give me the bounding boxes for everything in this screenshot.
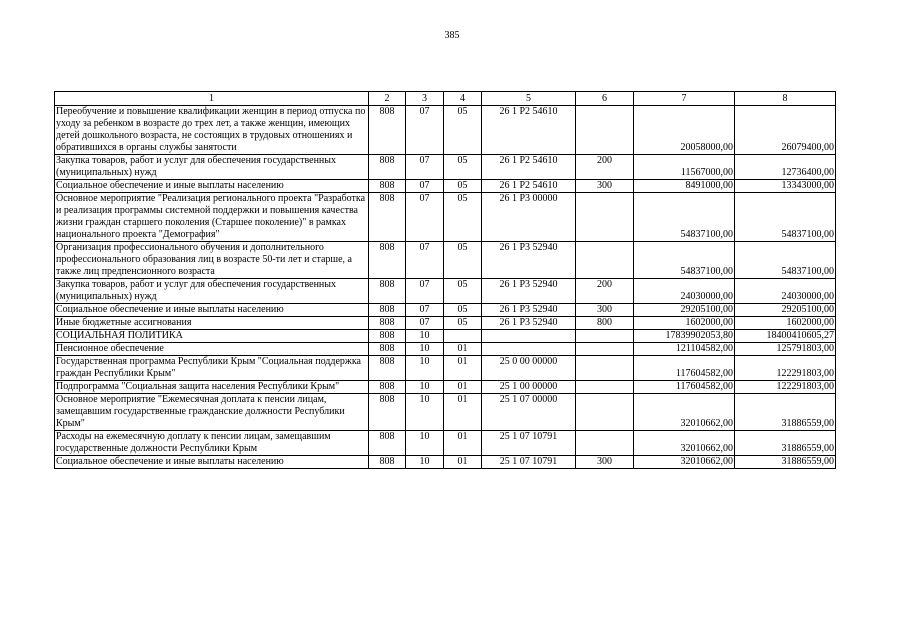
row-target-cell: 26 1 P3 52940 — [482, 242, 576, 279]
row-name-cell: СОЦИАЛЬНАЯ ПОЛИТИКА — [55, 330, 369, 343]
row-code-cell: 808 — [369, 431, 406, 456]
table-row — [55, 356, 836, 381]
row-section-cell: 10 — [406, 456, 444, 469]
row-target-cell: 26 1 P2 54610 — [482, 180, 576, 193]
row-code-cell: 808 — [369, 317, 406, 330]
row-section-cell: 07 — [406, 304, 444, 317]
row-amount-cell: 54837100,00 — [735, 242, 836, 279]
table-body — [55, 92, 836, 469]
row-subsection-cell: 01 — [444, 356, 482, 381]
row-expense-type-cell — [576, 343, 634, 356]
table-row — [55, 279, 836, 304]
row-amount-cell: 20058000,00 — [634, 106, 735, 155]
row-expense-type-cell — [576, 431, 634, 456]
row-amount-cell: 125791803,00 — [735, 343, 836, 356]
row-amount-cell: 8491000,00 — [634, 180, 735, 193]
row-target-cell: 25 1 00 00000 — [482, 381, 576, 394]
row-target-cell: 25 1 07 00000 — [482, 394, 576, 431]
row-subsection-cell: 05 — [444, 242, 482, 279]
row-expense-type-cell: 300 — [576, 180, 634, 193]
row-section-cell: 07 — [406, 279, 444, 304]
table-row — [55, 155, 836, 180]
budget-table — [54, 91, 836, 469]
header-cell: 4 — [444, 92, 482, 106]
row-amount-cell: 13343000,00 — [735, 180, 836, 193]
row-name-cell: Основное мероприятие "Ежемесячная доплата к пенсии лицам, замещавшим государственные гражданские должности Республики Крым" — [55, 394, 369, 431]
row-expense-type-cell: 200 — [576, 155, 634, 180]
row-amount-cell: 31886559,00 — [735, 431, 836, 456]
header-cell: 7 — [634, 92, 735, 106]
row-amount-cell: 32010662,00 — [634, 456, 735, 469]
row-amount-cell: 26079400,00 — [735, 106, 836, 155]
row-expense-type-cell — [576, 242, 634, 279]
row-code-cell: 808 — [369, 106, 406, 155]
row-section-cell: 07 — [406, 193, 444, 242]
row-amount-cell: 54837100,00 — [735, 193, 836, 242]
row-section-cell: 07 — [406, 180, 444, 193]
row-amount-cell: 18400410605,27 — [735, 330, 836, 343]
row-code-cell: 808 — [369, 394, 406, 431]
row-target-cell: 26 1 P3 52940 — [482, 317, 576, 330]
row-name-cell: Иные бюджетные ассигнования — [55, 317, 369, 330]
row-expense-type-cell: 300 — [576, 304, 634, 317]
row-amount-cell: 11567000,00 — [634, 155, 735, 180]
row-subsection-cell: 05 — [444, 106, 482, 155]
row-target-cell: 26 1 P2 54610 — [482, 106, 576, 155]
row-subsection-cell: 05 — [444, 193, 482, 242]
table-row — [55, 317, 836, 330]
table-row — [55, 343, 836, 356]
row-code-cell: 808 — [369, 155, 406, 180]
row-expense-type-cell — [576, 330, 634, 343]
row-section-cell: 10 — [406, 381, 444, 394]
row-section-cell: 07 — [406, 106, 444, 155]
page-number: 385 — [444, 30, 460, 41]
row-expense-type-cell — [576, 394, 634, 431]
row-code-cell: 808 — [369, 356, 406, 381]
row-target-cell — [482, 343, 576, 356]
row-code-cell: 808 — [369, 304, 406, 317]
row-name-cell: Основное мероприятие "Реализация регионального проекта "Разработка и реализация программы системной поддержки и повышения качества жизни граждан старшего поколения (Старшее поколение)" в рамках национального проекта "Демография" — [55, 193, 369, 242]
row-subsection-cell: 01 — [444, 456, 482, 469]
row-expense-type-cell: 200 — [576, 279, 634, 304]
row-name-cell: Расходы на ежемесячную доплату к пенсии лицам, замещавшим государственные должности Республики Крым — [55, 431, 369, 456]
row-section-cell: 10 — [406, 394, 444, 431]
row-amount-cell: 117604582,00 — [634, 381, 735, 394]
row-target-cell: 25 1 07 10791 — [482, 431, 576, 456]
row-amount-cell: 1602000,00 — [735, 317, 836, 330]
row-code-cell: 808 — [369, 456, 406, 469]
header-cell: 1 — [55, 92, 369, 106]
row-expense-type-cell — [576, 193, 634, 242]
row-target-cell — [482, 330, 576, 343]
row-code-cell: 808 — [369, 180, 406, 193]
table-row — [55, 431, 836, 456]
table-row — [55, 330, 836, 343]
table-row — [55, 394, 836, 431]
row-subsection-cell: 05 — [444, 180, 482, 193]
row-name-cell: Социальное обеспечение и иные выплаты населению — [55, 456, 369, 469]
row-subsection-cell: 01 — [444, 343, 482, 356]
row-subsection-cell: 01 — [444, 431, 482, 456]
row-amount-cell: 12736400,00 — [735, 155, 836, 180]
row-expense-type-cell — [576, 356, 634, 381]
row-expense-type-cell: 300 — [576, 456, 634, 469]
row-section-cell: 10 — [406, 343, 444, 356]
row-amount-cell: 1602000,00 — [634, 317, 735, 330]
row-name-cell: Закупка товаров, работ и услуг для обеспечения государственных (муниципальных) нужд — [55, 155, 369, 180]
row-section-cell: 10 — [406, 431, 444, 456]
table-row — [55, 304, 836, 317]
row-subsection-cell: 05 — [444, 317, 482, 330]
row-target-cell: 25 0 00 00000 — [482, 356, 576, 381]
row-amount-cell: 54837100,00 — [634, 242, 735, 279]
table-row — [55, 242, 836, 279]
row-section-cell: 10 — [406, 356, 444, 381]
row-target-cell: 26 1 P3 52940 — [482, 279, 576, 304]
row-section-cell: 07 — [406, 155, 444, 180]
row-name-cell: Пенсионное обеспечение — [55, 343, 369, 356]
row-subsection-cell — [444, 330, 482, 343]
row-name-cell: Социальное обеспечение и иные выплаты населению — [55, 304, 369, 317]
row-code-cell: 808 — [369, 381, 406, 394]
header-cell: 5 — [482, 92, 576, 106]
row-amount-cell: 31886559,00 — [735, 456, 836, 469]
table-header-row — [55, 92, 836, 106]
table-row — [55, 456, 836, 469]
row-name-cell: Социальное обеспечение и иные выплаты населению — [55, 180, 369, 193]
row-subsection-cell: 05 — [444, 279, 482, 304]
row-code-cell: 808 — [369, 193, 406, 242]
header-cell: 6 — [576, 92, 634, 106]
row-target-cell: 26 1 P2 54610 — [482, 155, 576, 180]
row-amount-cell: 31886559,00 — [735, 394, 836, 431]
table-row — [55, 193, 836, 242]
row-subsection-cell: 05 — [444, 155, 482, 180]
row-expense-type-cell — [576, 381, 634, 394]
row-expense-type-cell — [576, 106, 634, 155]
table-row — [55, 106, 836, 155]
row-section-cell: 10 — [406, 330, 444, 343]
row-amount-cell: 122291803,00 — [735, 356, 836, 381]
header-cell: 3 — [406, 92, 444, 106]
row-name-cell: Закупка товаров, работ и услуг для обеспечения государственных (муниципальных) нужд — [55, 279, 369, 304]
row-amount-cell: 29205100,00 — [634, 304, 735, 317]
row-amount-cell: 122291803,00 — [735, 381, 836, 394]
row-name-cell: Государственная программа Республики Крым "Социальная поддержка граждан Республики Крым" — [55, 356, 369, 381]
row-code-cell: 808 — [369, 242, 406, 279]
row-code-cell: 808 — [369, 343, 406, 356]
header-cell: 2 — [369, 92, 406, 106]
row-target-cell: 26 1 P3 00000 — [482, 193, 576, 242]
row-name-cell: Организация профессионального обучения и дополнительного профессионального образования лиц в возрасте 50-ти лет и старше, а также лиц предпенсионного возраста — [55, 242, 369, 279]
row-amount-cell: 17839902053,80 — [634, 330, 735, 343]
row-target-cell: 25 1 07 10791 — [482, 456, 576, 469]
row-section-cell: 07 — [406, 317, 444, 330]
row-subsection-cell: 01 — [444, 394, 482, 431]
row-target-cell: 26 1 P3 52940 — [482, 304, 576, 317]
row-expense-type-cell: 800 — [576, 317, 634, 330]
row-amount-cell: 24030000,00 — [634, 279, 735, 304]
row-subsection-cell: 01 — [444, 381, 482, 394]
row-amount-cell: 54837100,00 — [634, 193, 735, 242]
row-amount-cell: 117604582,00 — [634, 356, 735, 381]
row-name-cell: Переобучение и повышение квалификации женщин в период отпуска по уходу за ребенком в возрасте до трех лет, а также женщин, имеющих детей дошкольного возраста, не состоящих в трудовых отношениях и обратившихся в органы службы занятости — [55, 106, 369, 155]
row-name-cell: Подпрограмма "Социальная защита населения Республики Крым" — [55, 381, 369, 394]
row-amount-cell: 32010662,00 — [634, 431, 735, 456]
row-amount-cell: 29205100,00 — [735, 304, 836, 317]
row-amount-cell: 121104582,00 — [634, 343, 735, 356]
row-section-cell: 07 — [406, 242, 444, 279]
header-cell: 8 — [735, 92, 836, 106]
table-row — [55, 180, 836, 193]
row-subsection-cell: 05 — [444, 304, 482, 317]
row-amount-cell: 24030000,00 — [735, 279, 836, 304]
table-row — [55, 381, 836, 394]
row-code-cell: 808 — [369, 279, 406, 304]
row-amount-cell: 32010662,00 — [634, 394, 735, 431]
row-code-cell: 808 — [369, 330, 406, 343]
